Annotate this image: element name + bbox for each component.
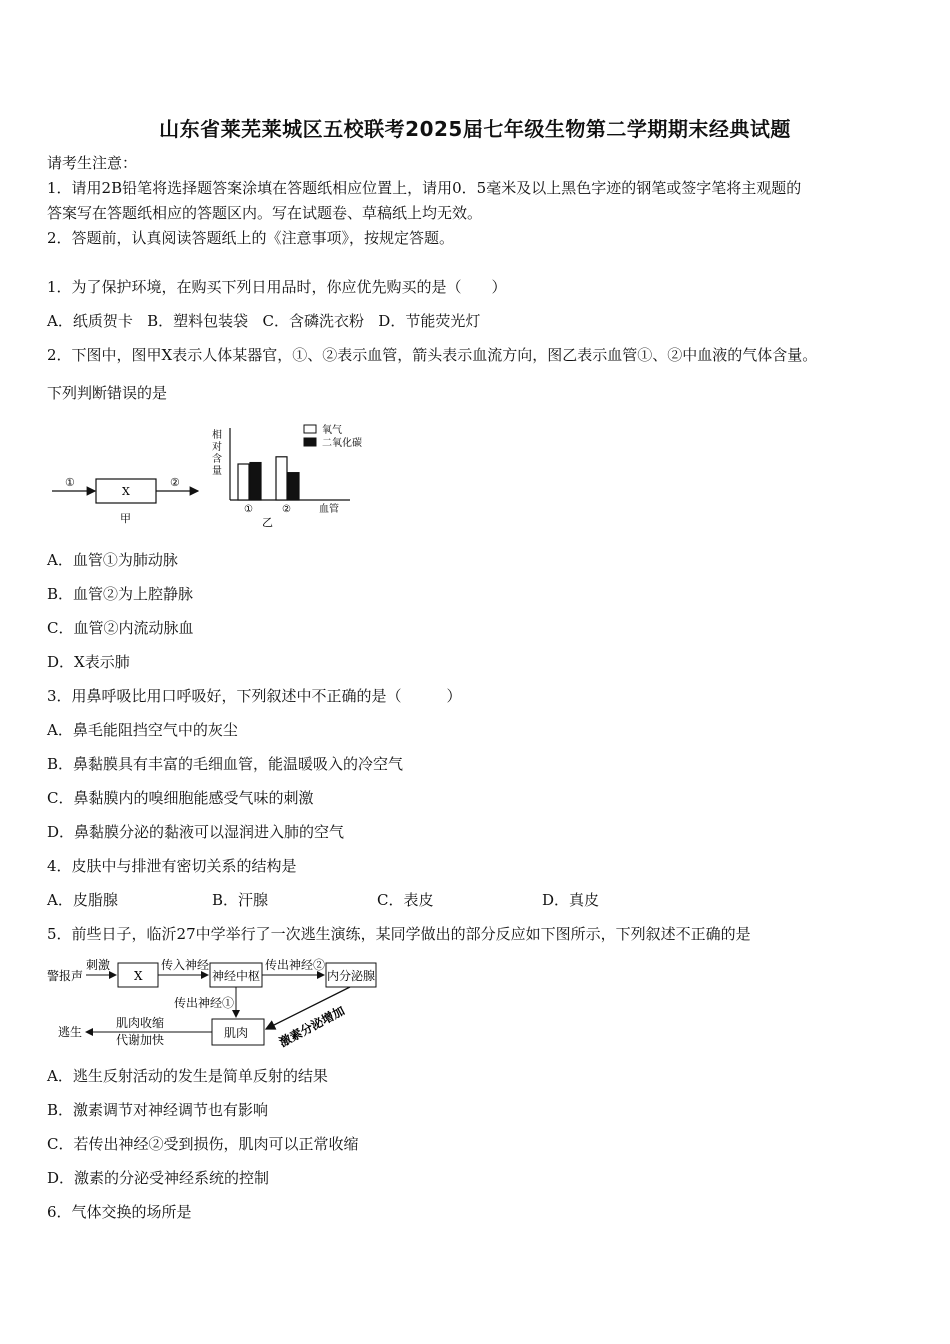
q2-option-a: A．血管①为肺动脉	[47, 551, 178, 569]
q3-option-b: B．鼻黏膜具有丰富的毛细血管，能温暖吸入的冷空气	[47, 755, 404, 773]
q3-option-a: A．鼻毛能阻挡空气中的灰尘	[47, 721, 238, 739]
figure-yi	[212, 423, 362, 529]
jia-organ-label: X	[122, 485, 130, 498]
legend-oxygen-swatch	[304, 425, 316, 433]
q4-stem: 4．皮肤中与排泄有密切关系的结构是	[47, 857, 297, 875]
flow-center-label: 神经中枢	[212, 969, 261, 983]
notice-item-1-cont: 答案写在答题纸相应的答题区内。写在试题卷、草稿纸上均无效。	[47, 204, 483, 222]
q5-option-c: C．若传出神经②受到损伤，肌肉可以正常收缩	[47, 1135, 359, 1153]
q1-option-a: A．纸质贺卡	[47, 312, 133, 330]
q4-option-c: C．表皮	[377, 891, 434, 909]
flow-efferent2-label: 传出神经②	[265, 958, 326, 972]
yi-xtick-2: ②	[282, 504, 291, 515]
q6-stem: 6．气体交换的场所是	[47, 1203, 192, 1221]
flow-effect-1: 肌肉收缩	[116, 1016, 165, 1030]
q4-option-b: B．汗腺	[212, 891, 269, 909]
flow-muscle-label: 肌肉	[224, 1026, 249, 1040]
notice-heading: 请考生注意：	[47, 154, 138, 172]
q1-option-d: D．节能荧光灯	[378, 312, 481, 330]
yi-ylabel-1: 相	[212, 430, 222, 441]
flow-afferent-label: 传入神经	[161, 958, 210, 972]
q4-option-d: D．真皮	[542, 891, 600, 909]
q2-stem: 2．下图中，图甲X表示人体某器官，①、②表示血管，箭头表示血流方向，图乙表示血管①、②中血液的气体含量。	[47, 346, 818, 364]
page-title: 山东省莱芜莱城区五校联考2025届七年级生物第二学期期末经典试题	[159, 117, 791, 141]
flow-hormone-label: 激素分泌增加	[276, 1003, 347, 1050]
q1-option-b: B．塑料包装袋	[147, 312, 249, 330]
q2-option-b: B．血管②为上腔静脉	[47, 585, 194, 603]
bar-vessel-2-co2	[288, 473, 299, 500]
flow-escape-label: 逃生	[58, 1025, 83, 1039]
flow-receptor-label: X	[134, 969, 143, 983]
yi-caption: 乙	[262, 516, 273, 529]
q2-stem-cont: 下列判断错误的是	[47, 384, 168, 402]
q3-option-c: C．鼻黏膜内的嗅细胞能感受气味的刺激	[47, 789, 314, 807]
q1-option-c: C．含磷洗衣粉	[262, 312, 364, 330]
q5-option-d: D．激素的分泌受神经系统的控制	[47, 1169, 270, 1187]
q1-stem: 1．为了保护环境，在购买下列日用品时，你应优先购买的是（ ）	[47, 278, 507, 296]
yi-xlabel: 血管	[319, 504, 339, 515]
q5-option-b: B．激素调节对神经调节也有影响	[47, 1101, 269, 1119]
flow-effect-2: 代谢加快	[116, 1033, 165, 1047]
q3-option-d: D．鼻黏膜分泌的黏液可以湿润进入肺的空气	[47, 823, 345, 841]
q2-option-c: C．血管②内流动脉血	[47, 619, 194, 637]
notice-item-2: 2．答题前，认真阅读答题纸上的《注意事项》，按规定答题。	[47, 229, 455, 247]
q5-flow-diagram	[44, 955, 394, 1055]
bar-vessel-2-oxygen	[276, 457, 287, 500]
jia-vessel-1: ①	[65, 476, 75, 489]
q1-options	[47, 310, 480, 331]
q5-stem: 5．前些日子，临沂27中学举行了一次逃生演练，某同学做出的部分反应如下图所示，下列叙述不正确的是	[47, 925, 751, 943]
legend-oxygen-label: 氧气	[322, 425, 342, 436]
jia-caption: 甲	[120, 512, 131, 525]
legend-co2-swatch	[304, 438, 316, 446]
flow-alarm: 警报声	[47, 969, 84, 983]
flow-efferent1-label: 传出神经①	[174, 996, 235, 1010]
bar-vessel-1-oxygen	[238, 464, 249, 500]
q2-figure	[40, 420, 400, 530]
q3-stem: 3．用鼻呼吸比用口呼吸好，下列叙述中不正确的是（ ）	[47, 687, 462, 705]
jia-vessel-2: ②	[170, 476, 180, 489]
yi-xtick-1: ①	[244, 504, 253, 515]
flow-gland-label: 内分泌腺	[327, 969, 376, 983]
notice-item-1: 1．请用2B铅笔将选择题答案涂填在答题纸相应位置上，请用0．5毫米及以上黑色字迹的钢笔或签字笔将主观题的	[47, 179, 802, 197]
yi-ylabel-4: 量	[212, 466, 222, 477]
q5-option-a: A．逃生反射活动的发生是简单反射的结果	[47, 1067, 328, 1085]
yi-ylabel-3: 含	[212, 454, 222, 465]
flow-stimulus: 刺激	[86, 958, 111, 972]
yi-ylabel-2: 对	[212, 442, 222, 453]
q2-option-d: D．X表示肺	[47, 653, 130, 671]
figure-jia	[52, 476, 198, 525]
q4-option-a: A．皮脂腺	[47, 891, 118, 909]
legend-co2-label: 二氧化碳	[322, 438, 362, 449]
bar-vessel-1-co2	[250, 463, 261, 500]
